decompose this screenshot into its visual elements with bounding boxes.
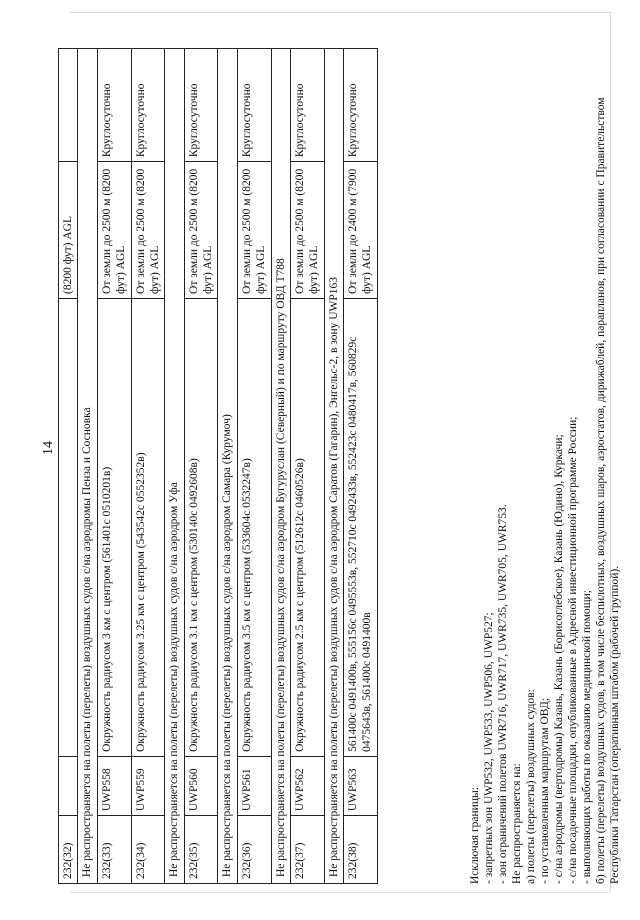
zone-code-cell: UWP562: [290, 756, 324, 815]
table-row: [131, 49, 165, 884]
row-number-cell: 232(36): [237, 816, 271, 884]
zone-description-cell: Окружность радиусом 3 км с центром (561401с 0510201в): [97, 298, 131, 756]
page-number: 14: [41, 441, 56, 455]
footnote-line: Не распространяется на:: [511, 763, 524, 884]
table-row: [184, 49, 218, 884]
zone-code-cell: UWP561: [237, 756, 271, 815]
row-number-cell: 232(35): [184, 816, 218, 884]
altitude-cell: От земли до 2400 м (7900 фут) AGL: [344, 162, 378, 299]
note-cell: Не распространяется на полеты (перелеты) воздушных судов с/на аэродромы Пенза и Сосновка: [78, 49, 97, 884]
footnote-line: Исключая границы:: [469, 787, 481, 884]
footnote-line: - по установленным маршрутам ОВД;: [539, 697, 552, 884]
zone-code-cell: [59, 756, 78, 815]
zone-description-cell: Окружность радиусом 3.25 км с центром (543542с 0552352в): [131, 298, 165, 756]
note-cell: Не распространяется на полеты (перелеты) воздушных судов с/на аэродром Саратов (Гагарин), Энгельс-2, в зону UWP163: [324, 49, 343, 884]
zone-description-cell: 561400с 0491400в, 555156с 0495553в, 552710с 0492433в, 552423с 0480417в, 560829с 0475643в, 561400с 0491400в: [344, 298, 378, 756]
zone-code-cell: UWP559: [131, 756, 165, 815]
zone-code-cell: UWP560: [184, 756, 218, 815]
altitude-cell: От земли до 2500 м (8200 фут) AGL: [237, 162, 271, 299]
zone-description-cell: Окружность радиусом 2.5 км с центром (512612с 0460526в): [290, 298, 324, 756]
altitude-cell: От земли до 2500 м (8200 фут) AGL: [184, 162, 218, 299]
rotated-content: [48, 38, 622, 898]
schedule-cell: [59, 49, 78, 162]
table-note-row: [218, 49, 237, 884]
schedule-cell: Круглосуточно: [290, 49, 324, 162]
footnote-line: - с/на аэродромы (вертодромы) Казань, Казань (Борисоглебское), Казань (Юдино), Куркачи;: [553, 434, 566, 884]
altitude-cell: От земли до 2500 м (8200 фут) AGL: [290, 162, 324, 299]
table-row: [59, 49, 78, 884]
schedule-cell: Круглосуточно: [344, 49, 378, 162]
table-note-row: [271, 49, 290, 884]
row-number-cell: 232(33): [97, 816, 131, 884]
page-edge: [70, 12, 610, 13]
airspace-table: [58, 48, 378, 884]
altitude-cell: От земли до 2500 м (8200 фут) AGL: [97, 162, 131, 299]
table-row: [344, 49, 378, 884]
footnote-line: - выполняющих работы по оказанию медицинской помощи;: [581, 590, 594, 884]
row-number-cell: 232(37): [290, 816, 324, 884]
zone-description-cell: Окружность радиусом 3.5 км с центром (533604с 0532247в): [237, 298, 271, 756]
table-note-row: [78, 49, 97, 884]
zone-description-cell: Окружность радиусом 3.1 км с центром (530140с 0492608в): [184, 298, 218, 756]
footnote-line: - с/на посадочные площадки, опубликованные в Адресной инвестиционной программе России;: [567, 416, 580, 884]
schedule-cell: Круглосуточно: [97, 49, 131, 162]
note-cell: Не распространяется на полеты (перелеты) воздушных судов с/на аэродром Бугуруслан (Северный) и по маршруту ОВД Т788: [271, 49, 290, 884]
zone-code-cell: UWP558: [97, 756, 131, 815]
row-number-cell: 232(32): [59, 816, 78, 884]
table-row: [237, 49, 271, 884]
zone-description-cell: [59, 298, 78, 756]
note-cell: Не распространяется на полеты (перелеты) воздушных судов с/на аэродром Уфа: [165, 49, 184, 884]
altitude-cell: От земли до 2500 м (8200 фут) AGL: [131, 162, 165, 299]
table-note-row: [324, 49, 343, 884]
row-number-cell: 232(38): [344, 816, 378, 884]
schedule-cell: Круглосуточно: [184, 49, 218, 162]
table-row: [97, 49, 131, 884]
table-note-row: [165, 49, 184, 884]
footnote-line: - запретных зон UWP532, UWP533, UWP506, UWP527;: [483, 612, 496, 884]
footnotes: [468, 48, 622, 884]
footnote-line: б) полеты (перелеты) воздушных судов, в том числе беспилотных, воздушных шаров, аэростатов, дирижаблей, парапланов, при согласовании с Правительством Республики Татарстан (оперативным штабом (рабочей группой).: [595, 97, 622, 884]
schedule-cell: Круглосуточно: [237, 49, 271, 162]
footnote-line: - зон ограничений полетов UWR716, UWR717, UWR735, UWR705, UWR753.: [497, 504, 510, 884]
schedule-cell: Круглосуточно: [131, 49, 165, 162]
footnote-line: а) полеты (перелеты) воздушных судов:: [525, 689, 538, 884]
table-row: [290, 49, 324, 884]
zone-code-cell: UWP563: [344, 756, 378, 815]
row-number-cell: 232(34): [131, 816, 165, 884]
altitude-cell: (8200 фут) AGL: [59, 162, 78, 299]
note-cell: Не распространяется на полеты (перелеты) воздушных судов с/на аэродром Самара (Курумоч): [218, 49, 237, 884]
